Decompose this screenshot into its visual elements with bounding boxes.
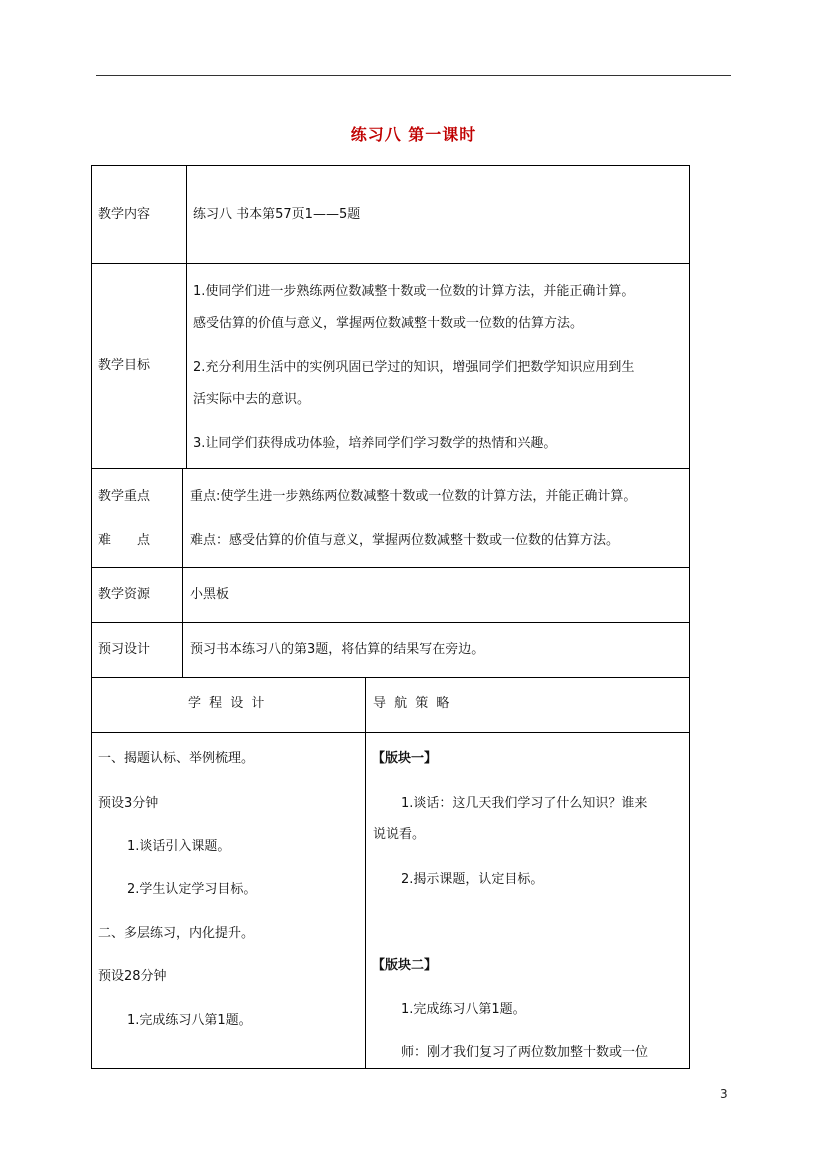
resource-label: 教学资源 [98,587,151,602]
goal-line: 感受估算的价值与意义，掌握两位数减整十数或一位数的估算方法。 [193,316,584,331]
design-line: 二、多层练习，内化提升。 [98,926,255,941]
difficulty-value: 难点：感受估算的价值与意义，掌握两位数减整十数或一位数的估算方法。 [190,533,620,548]
design-line: 1.谈话引入课题。 [127,839,231,854]
key-point-value: 重点:使学生进一步熟练两位数减整十数或一位数的计算方法，并能正确计算。 [190,489,637,504]
goal-label: 教学目标 [98,358,151,373]
goal-line: 3.让同学们获得成功体验，培养同学们学习数学的热情和兴趣。 [193,436,557,451]
strategy-line: 1.完成练习八第1题。 [401,1002,526,1017]
preview-value: 预习书本练习八的第3题，将估算的结果写在旁边。 [190,642,485,657]
preview-label: 预习设计 [98,642,151,657]
strategy-line: 说说看。 [373,827,426,842]
strategy-line: 【版块二】 [372,958,438,973]
guidance-strategy-header: 导 航 策 略 [373,696,452,711]
design-line: 1.完成练习八第1题。 [127,1013,252,1028]
row-divider [91,263,690,264]
label-column-divider [182,468,183,677]
design-line: 2.学生认定学习目标。 [127,882,257,897]
strategy-line: 1.谈话：这几天我们学习了什么知识？谁来 [401,796,648,811]
page-number: 3 [720,1087,728,1101]
design-column-divider [365,677,366,1069]
strategy-line: 师：刚才我们复习了两位数加整十数或一位 [401,1045,649,1060]
key-point-label: 教学重点 [98,489,151,504]
row-divider [91,468,690,469]
content-label: 教学内容 [98,207,151,222]
row-divider [91,677,690,678]
goal-line: 活实际中去的意识。 [193,392,311,407]
label-column-divider [186,165,187,468]
page-title: 练习八 第一课时 [350,125,477,144]
row-divider [91,622,690,623]
row-divider [91,732,690,733]
difficulty-label: 难 点 [98,533,151,548]
goal-line: 1.使同学们进一步熟练两位数减整十数或一位数的计算方法，并能正确计算。 [193,284,635,299]
strategy-line: 2.揭示课题，认定目标。 [401,872,544,887]
learning-design-header: 学 程 设 计 [188,696,267,711]
goal-line: 2.充分利用生活中的实例巩固已学过的知识，增强同学们把数学知识应用到生 [193,360,635,375]
content-value: 练习八 书本第57页1——5题 [193,207,361,222]
row-divider [91,567,690,568]
resource-value: 小黑板 [190,587,230,602]
header-rule [96,75,731,76]
strategy-line: 【版块一】 [372,751,438,766]
design-line: 预设3分钟 [98,796,159,811]
design-line: 一、揭题认标、举例梳理。 [98,751,255,766]
design-line: 预设28分钟 [98,969,167,984]
